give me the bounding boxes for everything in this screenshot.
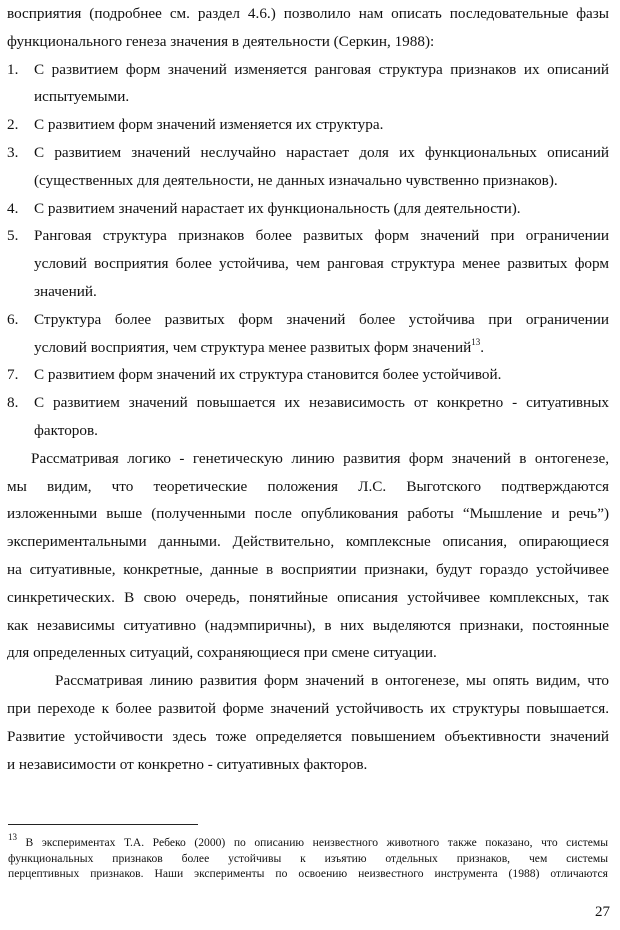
footnote-line: функциональных признаков более устойчивы к изъятию отдельных признаков, чем системы <box>8 851 608 865</box>
text-line: (существенных для деятельности, не данных изначально чувственно признаков). <box>34 171 558 189</box>
page-number: 27 <box>595 904 610 920</box>
list-number: 1. <box>7 60 19 78</box>
list-item <box>7 56 609 112</box>
text-line: для определенных ситуаций, сохраняющиеся при смене ситуации. <box>7 644 437 662</box>
text-line: условий восприятия более устойчива, чем ранговая структура менее развитых форм <box>34 255 609 273</box>
text-line: факторов. <box>34 421 98 439</box>
list-number: 2. <box>7 116 19 134</box>
text-line: при переходе к более развитой форме значений устойчивость их структуры повышается. <box>7 699 609 717</box>
body-text <box>7 0 609 778</box>
list-item <box>7 361 609 389</box>
footnote-divider <box>8 824 198 825</box>
text-line: Развитие устойчивости здесь тоже определяется повышением объективности значений <box>7 727 609 745</box>
text-line: С развитием значений повышается их независимость от конкретно - ситуативных <box>34 394 609 412</box>
footnote <box>8 832 608 882</box>
footnote-marker: 13 <box>8 832 17 843</box>
text-line: синкретических. В свою очередь, понятийные описания устойчивее комплексных, так <box>7 588 609 606</box>
list-item <box>7 389 609 445</box>
text-line: изложенными выше (полученными после опубликования работы “Мышление и речь”) <box>7 505 609 523</box>
footnote-line <box>8 832 608 851</box>
footnote-reference[interactable]: 13 <box>471 336 481 347</box>
text-segment: . <box>480 338 485 356</box>
text-line <box>34 334 609 362</box>
text-line: на ситуативные, конкретные, данные в восприятии признаки, будут гораздо устойчивее <box>7 560 609 578</box>
text-line: Структура более развитых форм значений более устойчива при ограничении <box>34 310 609 328</box>
text-line: как независимы ситуативно (надэмпиричны), в них выделяются признаки, постоянные <box>7 616 609 634</box>
paragraph <box>7 667 609 778</box>
text-segment: В экспериментах Т.А. Ребеко (2000) по описанию неизвестного животного также показано, что системы <box>17 836 608 849</box>
list-item <box>7 111 609 139</box>
text-line: экспериментальными данными. Действительно, комплексные описания, опирающиеся <box>7 533 609 551</box>
list-number: 6. <box>7 310 19 328</box>
text-line: С развитием значений нарастает их функциональность (для деятельности). <box>34 199 521 217</box>
list-number: 5. <box>7 227 19 245</box>
text-line: С развитием форм значений изменяется их структура. <box>34 116 384 134</box>
list-item <box>7 139 609 195</box>
text-line: мы видим, что теоретические положения Л.С. Выготского подтверждаются <box>7 477 609 495</box>
text-line: Ранговая структура признаков более развитых форм значений при ограничении <box>34 227 609 245</box>
list-number: 3. <box>7 143 19 161</box>
text-line: и независимости от конкретно - ситуативных факторов. <box>7 755 368 773</box>
text-line: С развитием значений неслучайно нарастает доля их функциональных описаний <box>34 143 609 161</box>
text-line: С развитием форм значений их структура становится более устойчивой. <box>34 366 502 384</box>
text-line: функционального генеза значения в деятельности (Серкин, 1988): <box>7 32 435 50</box>
list-item <box>7 222 609 305</box>
text-line: Рассматривая линию развития форм значений в онтогенезе, мы опять видим, что <box>55 672 609 690</box>
list-number: 4. <box>7 199 19 217</box>
list-number: 8. <box>7 394 19 412</box>
list-item <box>7 306 609 362</box>
text-line: значений. <box>34 282 97 300</box>
text-line: Рассматривая логико - генетическую линию развития форм значений в онтогенезе, <box>31 449 609 467</box>
list-item <box>7 195 609 223</box>
text-segment: условий восприятия, чем структура менее развитых форм значений <box>34 338 472 356</box>
list-number: 7. <box>7 366 19 384</box>
text-line: испытуемыми. <box>34 88 130 106</box>
text-line: восприятия (подробнее см. раздел 4.6.) позволило нам описать последовательные фазы <box>7 5 609 22</box>
footnote-line: перцептивных признаков. Наши эксперименты по освоению неизвестного инструмента (1988) отличаются <box>8 867 608 881</box>
paragraph <box>7 445 609 667</box>
text-line: С развитием форм значений изменяется ранговая структура признаков их описаний <box>34 60 609 78</box>
